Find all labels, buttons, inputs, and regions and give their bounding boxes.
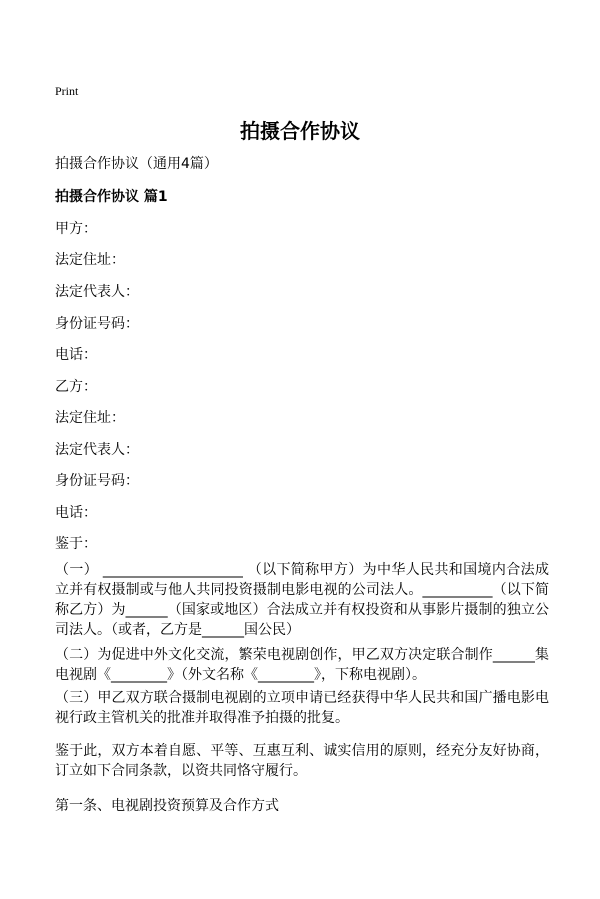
- party-b-label: 乙方：: [55, 379, 97, 395]
- party-a-address-label: 法定住址：: [55, 252, 125, 268]
- whereas-label: 鉴于：: [55, 536, 97, 552]
- party-a-representative-label: 法定代表人：: [55, 284, 139, 300]
- party-b-representative-label: 法定代表人：: [55, 442, 139, 458]
- clause-2: （二）为促进中外文化交流，繁荣电视剧创作，甲乙双方决定联合制作______集电视剧《________》（外文名称《________》，下称电视剧）。: [55, 647, 549, 683]
- party-a-phone-label: 电话：: [55, 347, 97, 363]
- party-a-id-number-label: 身份证号码：: [55, 316, 139, 332]
- document-subtitle: 拍摄合作协议（通用4篇）: [55, 156, 218, 172]
- print-label: Print: [55, 84, 79, 98]
- party-b-phone-label: 电话：: [55, 505, 97, 521]
- clause-1: （一） ____________________ （以下简称甲方）为中华人民共和国境内合法成立并有权摄制或与他人共同投资摄制电影电视的公司法人。__________（以下简称乙方）为______（国家或地区）合法成立并有权投资和从事影片摄制的独立公司法人。（或者，乙方是______国公民）: [55, 562, 549, 638]
- party-b-address-label: 法定住址：: [55, 410, 125, 426]
- article-1-heading: 第一条、电视剧投资预算及合作方式: [55, 798, 279, 814]
- document-title: 拍摄合作协议: [240, 119, 360, 143]
- party-b-id-number-label: 身份证号码：: [55, 473, 139, 489]
- section-heading: 拍摄合作协议 篇1: [55, 189, 168, 205]
- clause-3: （三）甲乙双方联合摄制电视剧的立项申请已经获得中华人民共和国广播电影电视行政主管机关的批准并取得准予拍摄的批复。: [55, 690, 549, 726]
- conclusion-paragraph: 鉴于此，双方本着自愿、平等、互惠互利、诚实信用的原则，经充分友好协商，订立如下合同条款，以资共同恪守履行。: [55, 743, 549, 779]
- party-a-label: 甲方：: [55, 221, 97, 237]
